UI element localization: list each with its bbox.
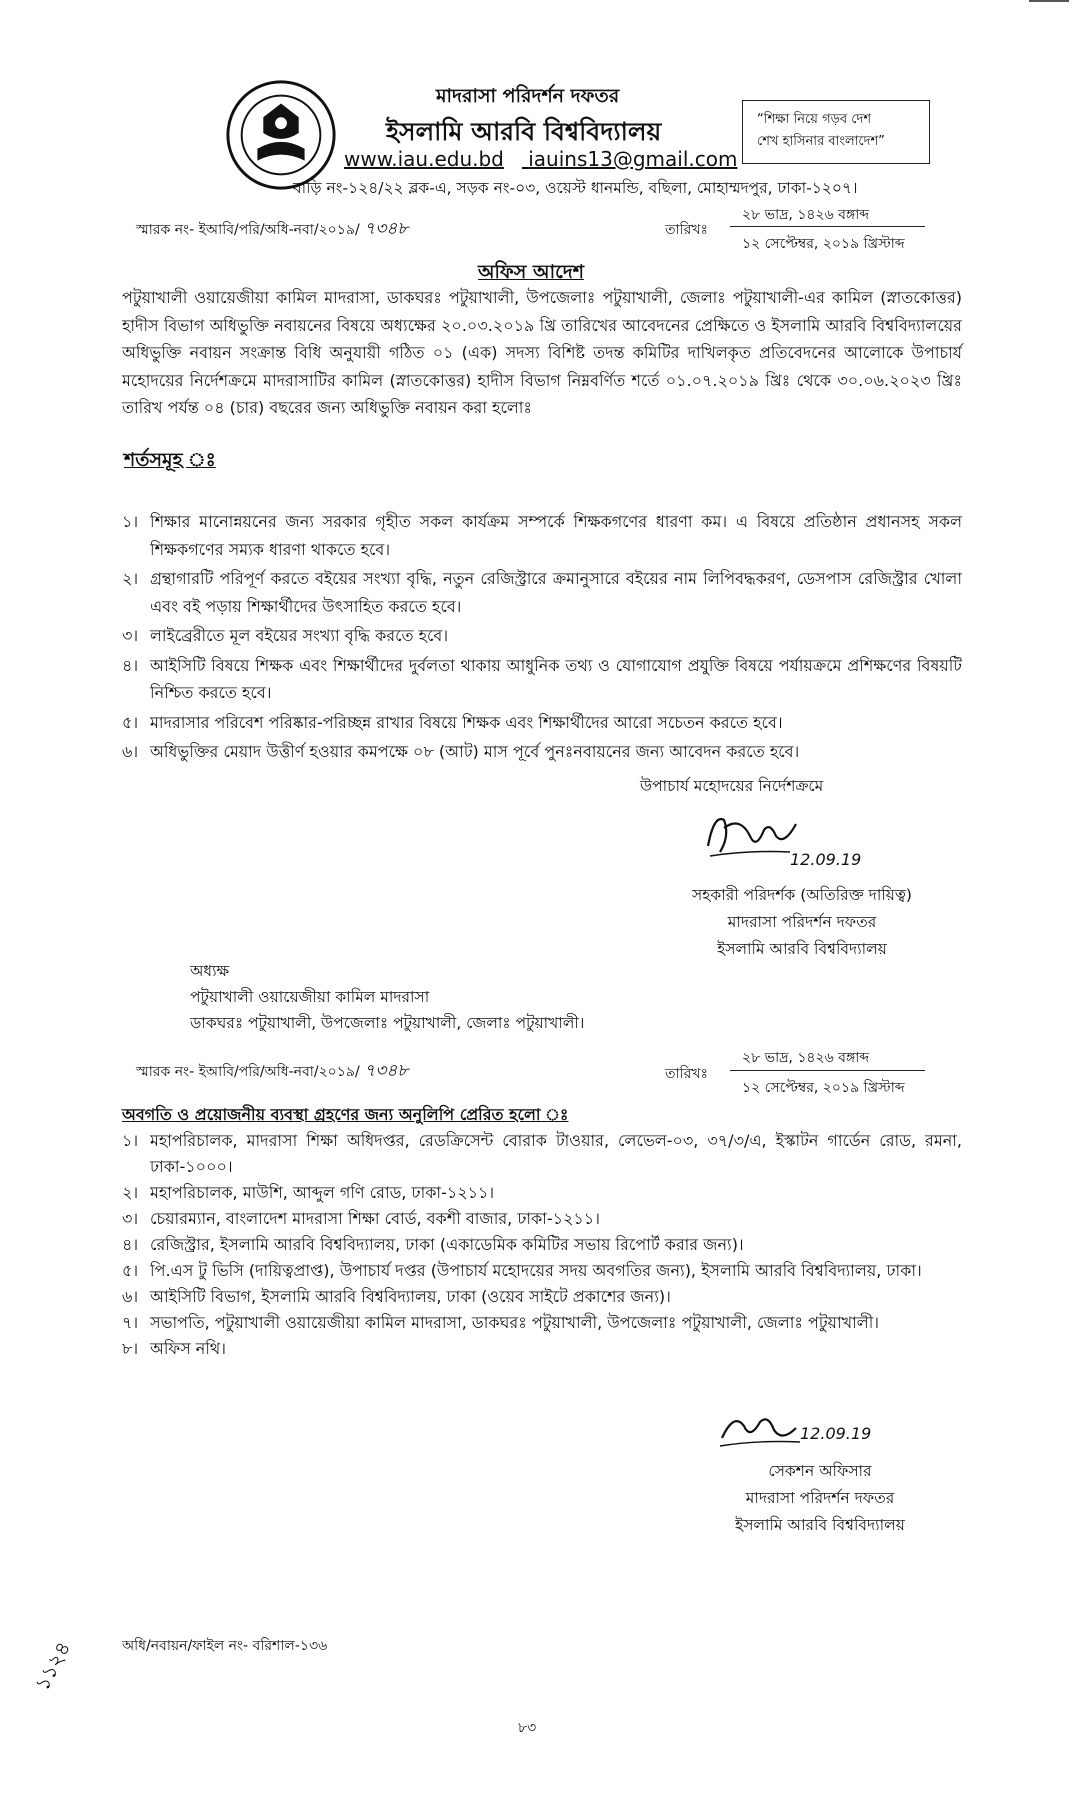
list-item: ১। শিক্ষার মানোন্নয়নের জন্য সরকার গৃহীত সকল কার্যক্রম সম্পর্কে শিক্ষকগণের ধারণা কম। এ বিষয়ে প্রতিষ্ঠান প্রধানসহ সকল শিক্ষকগণের সম্যক ধারণা থাকতে হবে।: [122, 512, 962, 559]
list-item: ৮। অফিস নথি।: [122, 1339, 226, 1358]
signatory-university: ইসলামি আরবি বিশ্ববিদ্যালয়: [735, 1516, 905, 1534]
page-edge-mark: [1029, 0, 1069, 2]
signatory-designation: সহকারী পরিদর্শক (অতিরিক্ত দায়িত্ব): [692, 886, 912, 904]
memo-date-label: তারিখঃ: [665, 222, 708, 238]
list-item: ৭। সভাপতি, পটুয়াখালী ওয়ায়েজীয়া কামিল মাদরাসা, ডাকঘরঃ পটুয়াখালী, উপজেলাঃ পটুয়াখালী, জেলাঃ পটুয়াখালী।: [122, 1313, 879, 1332]
signature-block: [680, 1458, 960, 1539]
addressee-location: ডাকঘরঃ পটুয়াখালী, উপজেলাঃ পটুয়াখালী, জেলাঃ পটুয়াখালী।: [190, 1014, 585, 1032]
university-name: ইসলামি আরবি বিশ্ববিদ্যালয়: [386, 117, 662, 146]
date-divider: [730, 226, 925, 227]
margin-handwritten-note: ১১২৪: [29, 1637, 76, 1695]
memo-date-english: ১২ সেপ্টেম্বর, ২০১৯ খ্রিস্টাব্দ: [742, 236, 905, 252]
list-item: ৪। রেজিস্ট্রার, ইসলামি আরবি বিশ্ববিদ্যালয়, ঢাকা (একাডেমিক কমিটির সভায় রিপোর্ট করার জন্য)।: [122, 1235, 744, 1254]
list-item: ১। মহাপরিচালক, মাদরাসা শিক্ষা অধিদপ্তর, রেডক্রিসেন্ট বোরাক টাওয়ার, লেভেল-০৩, ৩৭/৩/এ, ইস্কাটন গার্ডেন রোড, রমনা, ঢাকা-১০০০।: [122, 1131, 962, 1176]
list-item: ৬। অধিভুক্তির মেয়াদ উত্তীর্ণ হওয়ার কমপক্ষে ০৮ (আট) মাস পূর্বে পুনঃনবায়নের জন্য আবেদন করতে হবে।: [122, 742, 800, 761]
slogan-box: [742, 100, 930, 164]
email-link[interactable]: iauins13@gmail.com: [528, 147, 738, 171]
signatory-university: ইসলামি আরবি বিশ্ববিদ্যালয়: [717, 940, 887, 958]
copies-list: [122, 1128, 962, 1362]
file-number: অধি/নবায়ন/ফাইল নং- বরিশাল-১৩৬: [122, 1638, 328, 1654]
signatory-office: মাদরাসা পরিদর্শন দফতর: [727, 913, 877, 931]
memo-reference-number: ৭৩৪৮: [364, 219, 409, 239]
signature-date: 12.09.19: [800, 1424, 872, 1443]
memo-reference-number: ৭৩৪৮: [364, 1061, 409, 1081]
addressee-title: অধ্যক্ষ: [190, 962, 230, 980]
memo-date-bangla: ২৮ ভাদ্র, ১৪২৬ বঙ্গাব্দ: [742, 1050, 870, 1066]
date-divider: [730, 1070, 925, 1071]
list-item: ৩। চেয়ারম্যান, বাংলাদেশ মাদরাসা শিক্ষা বোর্ড, বকশী বাজার, ঢাকা-১২১১।: [122, 1209, 600, 1228]
vc-direction-note: উপাচার্য মহোদয়ের নির্দেশক্রমে: [640, 777, 824, 795]
list-item: ২। গ্রন্থাগারটি পরিপূর্ণ করতে বইয়ের সংখ্যা বৃদ্ধি, নতুন রেজিস্ট্রারে ক্রমানুসারে বইয়ের নাম লিপিবদ্ধকরণ, ডেসপাস রেজিস্ট্রার খোলা এবং বই পড়ায় শিক্ষার্থীদের উৎসাহিত করতে হবে।: [122, 569, 962, 616]
handwritten-signature: [716, 1408, 806, 1454]
signature-block: [652, 882, 952, 963]
order-title: অফিস আদেশ: [478, 261, 584, 283]
contact-links: [344, 147, 755, 171]
memo-reference-label: স্মারক নং- ইআবি/পরি/অধি-নবা/২০১৯/: [136, 222, 360, 238]
memo-reference-label: স্মারক নং- ইআবি/পরি/অধি-নবা/২০১৯/: [136, 1064, 360, 1080]
memo-reference: [136, 1058, 408, 1086]
memo-date-english: ১২ সেপ্টেম্বর, ২০১৯ খ্রিস্টাব্দ: [742, 1080, 905, 1096]
memo-date-label: তারিখঃ: [665, 1066, 708, 1082]
addressee-institution: পটুয়াখালী ওয়ায়েজীয়া কামিল মাদরাসা: [190, 988, 430, 1006]
conditions-list: [122, 508, 962, 768]
signatory-designation: সেকশন অফিসার: [768, 1462, 872, 1480]
list-item: ২। মহাপরিচালক, মাউশি, আব্দুল গণি রোড, ঢাকা-১২১১।: [122, 1183, 495, 1202]
order-body: পটুয়াখালী ওয়ায়েজীয়া কামিল মাদরাসা, ডাকঘরঃ পটুয়াখালী, উপজেলাঃ পটুয়াখালী, জেলাঃ পটুয়াখালী-এর কামিল (স্নাতকোত্তর) হাদীস বিভাগ অধিভুক্তি নবায়নের বিষয়ে অধ্যক্ষের ২০.০৩.২০১৯ খ্রি তারিখের আবেদনের প্রেক্ষিতে ও ইসলামি আরবি বিশ্ববিদ্যালয়ের অধিভুক্তি নবায়ন সংক্রান্ত বিধি অনুযায়ী গঠিত ০১ (এক) সদস্য বিশিষ্ট তদন্ত কমিটির দাখিলকৃত প্রতিবেদনের আলোকে উপাচার্য মহোদয়ের নির্দেশক্রমে মাদরাসাটির কামিল (স্নাতকোত্তর) হাদীস বিভাগ নিম্নবর্ণিত শর্তে ০১.০৭.২০১৯ খ্রিঃ থেকে ৩০.০৬.২০২৩ খ্রিঃ তারিখ পর্যন্ত ০৪ (চার) বছরের জন্য অধিভুক্তি নবায়ন করা হলোঃ: [122, 288, 962, 417]
list-item: ৫। পি.এস টু ভিসি (দায়িত্বপ্রাপ্ত), উপাচার্য দপ্তর (উপাচার্য মহোদয়ের সদয় অবগতির জন্য), ইসলামি আরবি বিশ্ববিদ্যালয়, ঢাকা।: [122, 1261, 922, 1280]
page-number: ৮৩: [518, 1720, 537, 1736]
list-item: ৫। মাদরাসার পরিবেশ পরিষ্কার-পরিচ্ছন্ন রাখার বিষয়ে শিক্ষক এবং শিক্ষার্থীদের আরো সচেতন করতে হবে।: [122, 712, 783, 732]
slogan-line-1: “শিক্ষা নিয়ে গড়ব দেশ: [757, 112, 872, 127]
memo-reference: [136, 216, 408, 244]
copies-heading: অবগতি ও প্রয়োজনীয় ব্যবস্থা গ্রহণের জন্য অনুলিপি প্রেরিত হলো ঃ: [122, 1105, 569, 1124]
office-address: বাড়ি নং-১২৪/২২ ব্লক-এ, সড়ক নং-০৩, ওয়েস্ট ধানমন্ডি, বছিলা, মোহাম্মদপুর, ঢাকা-১২০৭।: [293, 179, 858, 197]
list-item: ৩। লাইব্রেরীতে মূল বইয়ের সংখ্যা বৃদ্ধি করতে হবে।: [122, 626, 449, 645]
list-item: ৪। আইসিটি বিষয়ে শিক্ষক এবং শিক্ষার্থীদের দুর্বলতা থাকায় আধুনিক তথ্য ও যোগাযোগ প্রযুক্তি বিষয়ে পর্যায়ক্রমে প্রশিক্ষণের বিষয়টি নিশ্চিত করতে হবে।: [122, 655, 962, 702]
memo-date-bangla: ২৮ ভাদ্র, ১৪২৬ বঙ্গাব্দ: [742, 207, 870, 223]
slogan-line-2: শেখ হাসিনার বাংলাদেশ”: [757, 134, 885, 149]
office-name: মাদরাসা পরিদর্শন দফতর: [436, 85, 620, 107]
conditions-heading: শর্তসমূহ ঃ: [124, 449, 216, 471]
addressee-block: [190, 958, 584, 1036]
signature-date: 12.09.19: [790, 850, 862, 869]
list-item: ৬। আইসিটি বিভাগ, ইসলামি আরবি বিশ্ববিদ্যালয়, ঢাকা (ওয়েব সাইটে প্রকাশের জন্য)।: [122, 1287, 671, 1306]
signatory-office: মাদরাসা পরিদর্শন দফতর: [745, 1489, 895, 1507]
website-link[interactable]: www.iau.edu.bd: [344, 147, 504, 171]
